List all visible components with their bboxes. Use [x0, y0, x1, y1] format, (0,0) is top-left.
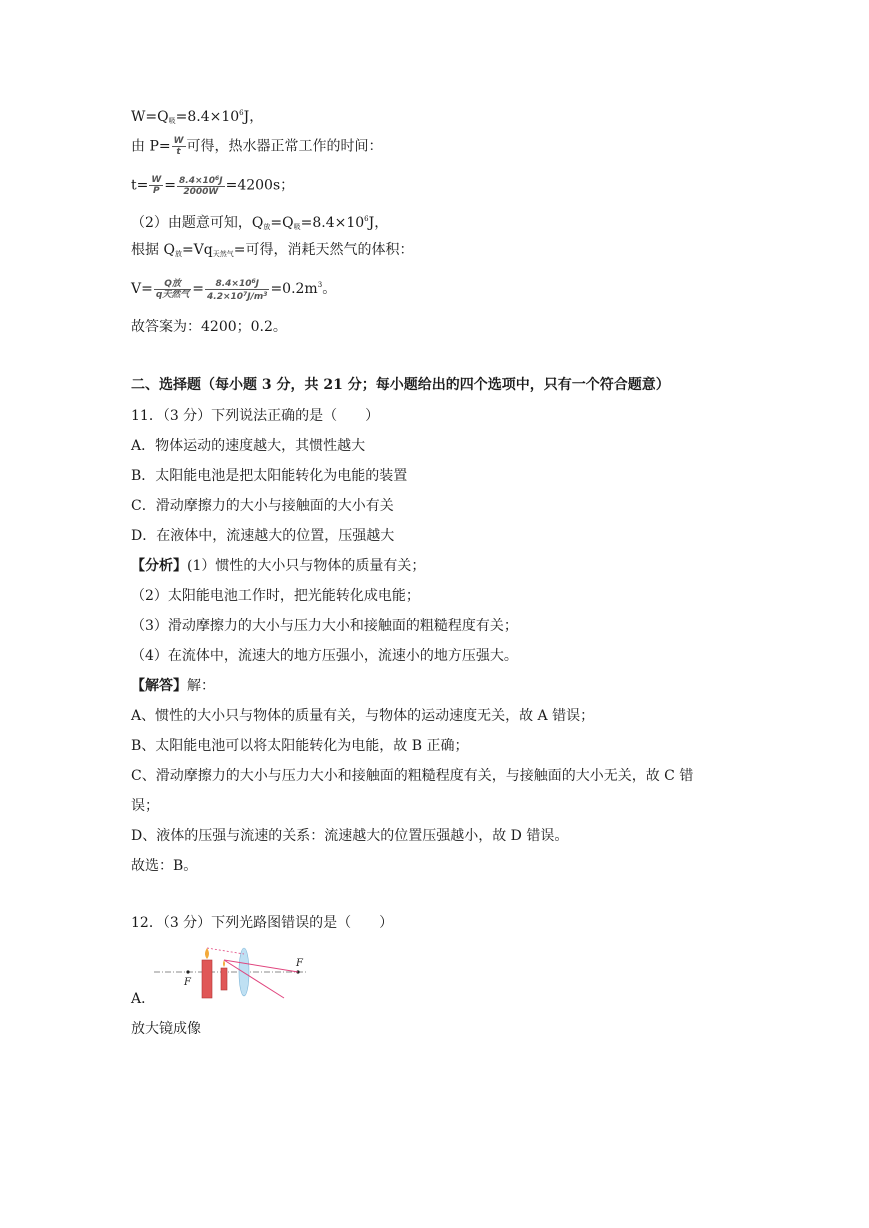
q11-solution-c-cont: 误； — [131, 798, 159, 814]
convex-lens — [239, 948, 249, 996]
q11-solution-c: C、滑动摩擦力的大小与压力大小和接触面的粗糙程度有关，与接触面的大小无关，故 C 错 — [131, 768, 694, 784]
q11-solution-b: B、太阳能电池可以将太阳能转化为电能，故 B 正确； — [131, 738, 469, 754]
answer-line: 故答案为：4200；0.2。 — [131, 319, 287, 335]
calc-line-4: （2）由题意可知，$Q_放=Q_吸=8.4\times 10^6J$， — [131, 215, 389, 231]
q11-option-d: D．在液体中，流速越大的位置，压强越大 — [131, 528, 395, 544]
small-candle-flame — [223, 960, 225, 967]
left-focus-label: F — [184, 977, 191, 988]
fraction-volume: $\frac{8.4\times 10^6J}{4.2\times 10^7J/m^3}$ — [207, 277, 268, 302]
fraction-w-over-t: $\frac{W}{t}$ — [173, 136, 184, 157]
calc-line-6: V= $\frac{\text{Q放}}{\text{q天然气}}$ = $\frac{8.4\times 10^6J}{4.2\times 10^7J/m^3}$ $=0.2m^3$。 — [131, 277, 337, 302]
virtual-ray-extension — [207, 948, 244, 954]
right-focus-label: F — [296, 958, 303, 969]
q11-analysis-2: （2）太阳能电池工作时，把光能转化成电能； — [131, 588, 420, 604]
calc-line-3: t= $\frac{W}{P}$ = $\frac{8.4\times 10^6J}{2000W}$ =4200s； — [131, 175, 295, 197]
large-candle-flame — [205, 948, 209, 959]
magnifier-ray-diagram — [152, 942, 312, 1004]
question-11-stem: 11．（3 分）下列说法正确的是（ ） — [131, 408, 380, 424]
q11-option-b: B．太阳能电池是把太阳能转化为电能的装置 — [131, 468, 408, 484]
q11-solution-d: D、液体的压强与流速的关系：流速越大的位置压强越小，故 D 错误。 — [131, 828, 569, 844]
section-title: 二、选择题（每小题 3 分，共 21 分；每小题给出的四个选项中，只有一个符合题意） — [131, 377, 670, 393]
q12-option-a-label: A． — [131, 991, 156, 1007]
q12-option-a-caption: 放大镜成像 — [131, 1021, 201, 1037]
fraction-energy-over-power: $\frac{8.4\times 10^6J}{2000W}$ — [179, 175, 223, 197]
q11-solution-a: A、惯性的大小只与物体的质量有关，与物体的运动速度无关，故 A 错误； — [131, 708, 595, 724]
small-candle-object — [221, 968, 227, 990]
q11-choice: 故选：B。 — [131, 858, 198, 874]
calc-line-2: 由 P= $\frac{W}{t}$ 可得，热水器正常工作的时间： — [131, 136, 383, 157]
large-candle-image — [202, 960, 212, 998]
ray-through-center — [224, 960, 284, 998]
fraction-w-over-p: $\frac{W}{P}$ — [151, 175, 162, 196]
fraction-q-over-q: $\frac{\text{Q放}}{\text{q天然气}}$ — [155, 278, 190, 300]
q11-analysis-4: （4）在流体中，流速大的地方压强小，流速小的地方压强大。 — [131, 648, 518, 664]
calc-line-5: 根据 $Q_放=Vq_{天然气}=$可得，消耗天然气的体积： — [131, 242, 414, 258]
left-focus-point — [186, 970, 189, 973]
q11-analysis-1: 【分析】(1）惯性的大小只与物体的质量有关； — [131, 558, 426, 574]
q11-analysis-3: （3）滑动摩擦力的大小与压力大小和接触面的粗糙程度有关； — [131, 618, 518, 634]
calc-line-1: $W=Q_吸=8.4\times 10^6J$， — [131, 109, 264, 125]
ray-through-focus — [224, 960, 298, 972]
q11-option-c: C．滑动摩擦力的大小与接触面的大小有关 — [131, 498, 394, 514]
question-12-stem: 12．（3 分）下列光路图错误的是（ ） — [131, 915, 394, 931]
q11-solution-label: 【解答】解： — [131, 678, 215, 694]
q11-option-a: A．物体运动的速度越大，其惯性越大 — [131, 438, 366, 454]
